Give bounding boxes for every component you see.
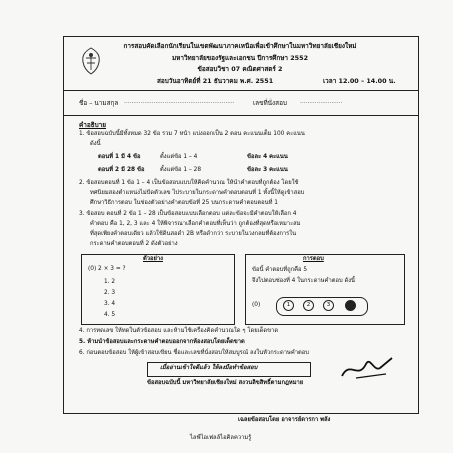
part1-label: ตอนที่ 1 มี 4 ข้อ <box>98 154 141 160</box>
example-question: (0) 2 × 3 = ? <box>88 266 126 272</box>
answer-bubble-3[interactable]: 3 <box>323 300 334 311</box>
example-option: 3. 4 <box>104 301 116 307</box>
example-option: 2. 3 <box>104 290 116 296</box>
header-line3: ข้อสอบวิชา 07 คณิตศาสตร์ 2 <box>197 65 283 73</box>
rule-4: 4. การทดเลข ให้ทดในตัวข้อสอบ และห้ามใช้เครื่องคิดคำนวณใด ๆ โดยเด็ดขาด <box>79 328 279 334</box>
instruction-1a: 1. ข้อสอบฉบับนี้มีทั้งหมด 32 ข้อ รวม 7 หน้า แบ่งออกเป็น 2 ตอน คะแนนเต็ม 100 คะแนน <box>79 131 305 137</box>
author-credit: เฉลยข้อสอบโดย อาจารย์ดารกา พลัง <box>238 417 331 423</box>
header-divider <box>63 90 419 91</box>
copyright-text: ข้อสอบฉบับนี้ มหาวิทยาลัยเชียงใหม่ สงวนลิขสิทธิ์ตามกฎหมาย <box>147 380 304 386</box>
part2-label: ตอนที่ 2 มี 28 ข้อ <box>98 167 145 173</box>
footer-text: ไลฟ์ไอเฟลล์ไอคิลความรู้ <box>190 435 252 441</box>
instruction-2b: ทศนิยมสองตำแหน่งไม่ปัดตัวเลข ไประบายในกระดาษคำตอบตอนที่ 1 ทั้งนี้ให้ดูเข้าสอบ <box>90 190 305 196</box>
answer-bubble-4-filled[interactable] <box>345 300 356 311</box>
header-line4: สอบวันอาทิตย์ที่ 21 ธันวาคม พ.ศ. 2551 <box>157 77 274 85</box>
answer-number: (0) <box>252 302 261 308</box>
part2-range: ตั้งแต่ข้อ 1 – 28 <box>160 167 202 173</box>
rule-6: 6. ก่อนตอบข้อสอบ ให้ผู้เข้าสอบเขียน ชื่อและเลขที่นั่งสอบให้สมบูรณ์ ลงในหัวกระดาษคำตอบ <box>79 350 309 356</box>
name-label: ชื่อ – นามสกุล <box>79 99 119 107</box>
example-title: ตัวอย่าง <box>143 256 163 262</box>
header-time: เวลา 12.00 – 14.00 น. <box>323 77 396 85</box>
part1-range: ตั้งแต่ข้อ 1 – 4 <box>160 154 198 160</box>
instruction-3a: 3. ข้อสอบ ตอนที่ 2 ข้อ 1 – 28 เป็นข้อสอบแบบเลือกตอบ แต่ละข้อจะมีคำตอบให้เลือก 4 <box>79 211 297 217</box>
header-line2: มหาวิทยาลัยของรัฐและเอกชน ปีการศึกษา 2552 <box>171 54 309 62</box>
answer-title: การตอบ <box>303 256 324 262</box>
instruction-3c: ที่สุดเพียงคำตอบเดียว แล้วใช้ดินสอดำ 2B หรือดำกว่า ระบายในวงกลมที่ต้องการใน <box>90 231 297 237</box>
example-option: 1. 2 <box>104 279 116 285</box>
instruction-3d: กระดาษคำตอบตอนที่ 2 ดังตัวอย่าง <box>90 241 178 247</box>
instruction-1b: ดังนี้ <box>90 141 101 147</box>
answer-bubble-2[interactable]: 2 <box>303 300 314 311</box>
instruction-3b: คำตอบ คือ 1, 2, 3 และ 4 ให้พิจารณาเลือกคำตอบที่เห็นว่า ถูกต้องที่สุดหรือเหมาะสม <box>90 221 301 227</box>
notice-text: เมื่ออ่านเข้าใจดีแล้ว ให้ลงมือทำข้อสอบ <box>160 365 258 371</box>
candidate-divider <box>63 115 419 116</box>
answer-line2: จึงไปตอบช่องที่ 4 ในกระดาษคำตอบ ดังนี้ <box>252 278 356 284</box>
name-field[interactable]: ............................................................ <box>124 99 235 105</box>
instruction-2a: 2. ข้อสอบตอนที่ 1 ข้อ 1 – 4 เป็นข้อสอบแบบให้คิดคำนวณ ให้นำคำตอบที่ถูกต้อง โดยใช้ <box>79 180 299 186</box>
answer-bubble-1[interactable]: 1 <box>283 300 294 311</box>
seat-field[interactable]: ....................... <box>300 99 343 105</box>
answer-line1: ข้อนี้ คำตอบที่ถูกคือ 5 <box>252 267 308 273</box>
handwritten-signature <box>336 350 396 384</box>
header-line1: การสอบคัดเลือกนักเรียนในเขตพัฒนาภาคเหนือเพื่อเข้าศึกษาในมหาวิทยาลัยเชียงใหม่ <box>123 42 357 50</box>
rule-5: 5. ห้ามนำข้อสอบและกระดาษคำตอบออกจากห้องสอบโดยเด็ดขาด <box>79 339 245 345</box>
instructions-title: คำอธิบาย <box>79 121 106 129</box>
example-option: 4. 5 <box>104 312 116 318</box>
part2-score: ข้อละ 3 คะแนน <box>247 167 288 173</box>
seat-label: เลขที่นั่งสอบ <box>253 99 287 107</box>
part1-score: ข้อละ 4 คะแนน <box>247 154 288 160</box>
instruction-2c: ศึกษาวิธีการตอบ ในช่องตัวอย่างคำตอบข้อที่ 25 บนกระดาษคำตอบตอนที่ 1 <box>90 200 278 206</box>
